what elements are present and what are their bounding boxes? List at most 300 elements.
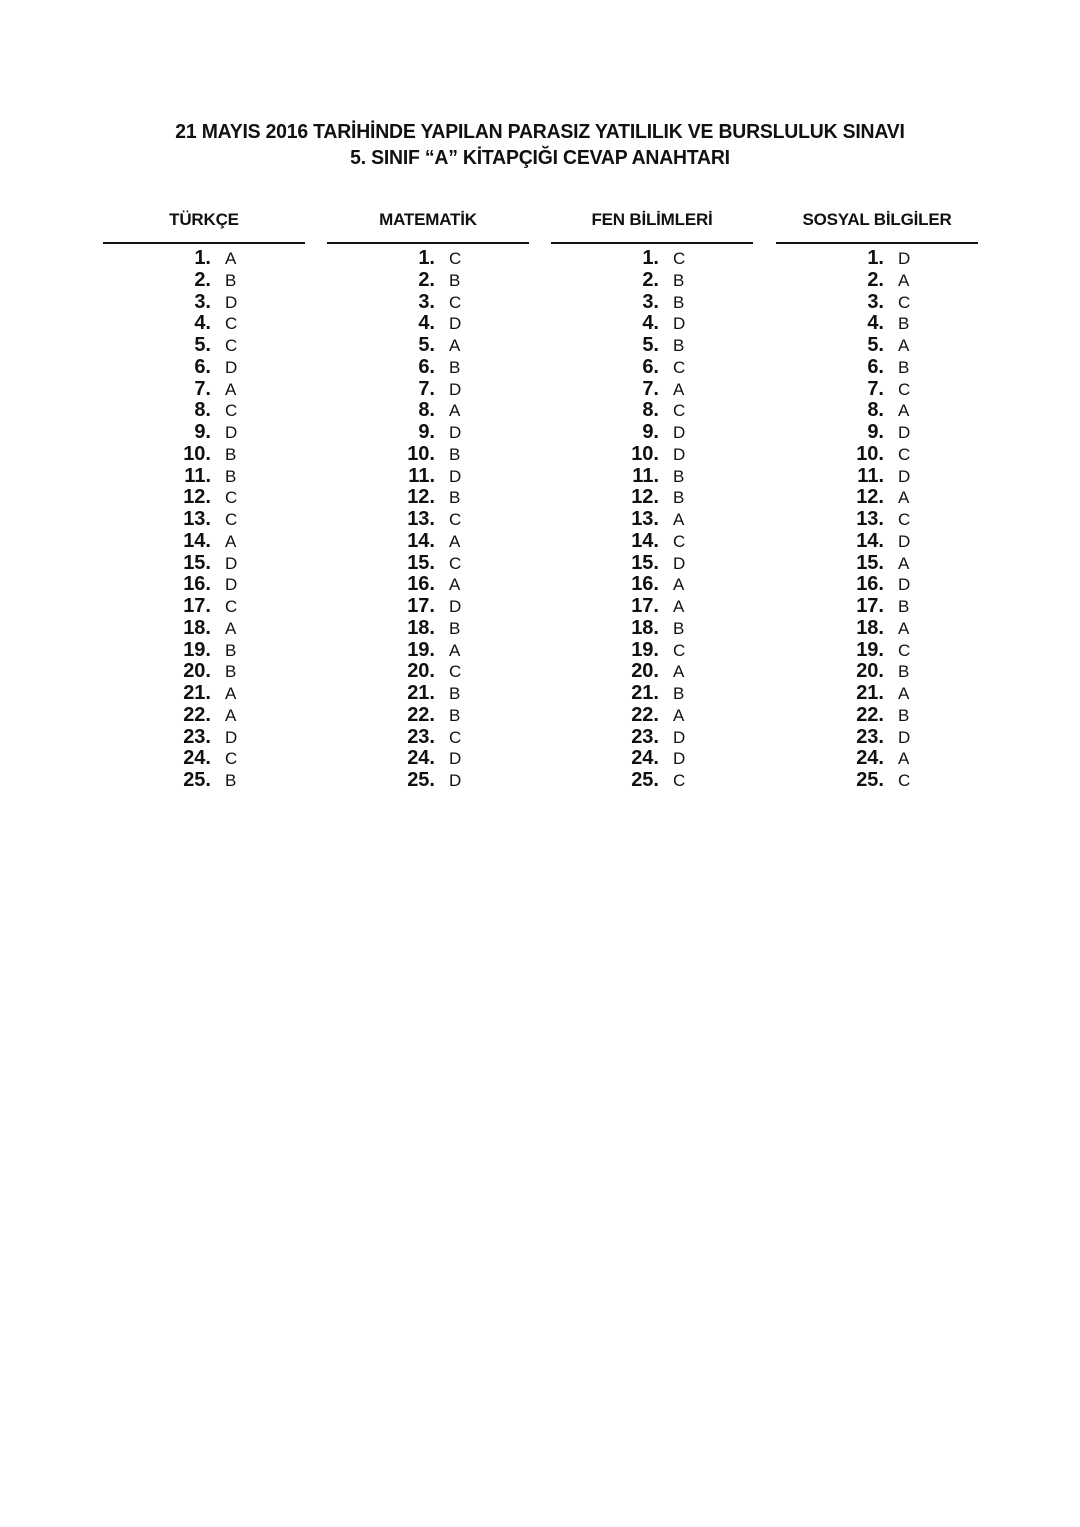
answer-row xyxy=(776,531,978,553)
column-header: SOSYAL BİLGİLER xyxy=(802,210,952,229)
question-number: 4. xyxy=(194,312,211,335)
answer-letter: A xyxy=(449,575,461,595)
question-number: 13. xyxy=(183,508,211,530)
question-number: 22. xyxy=(407,703,435,726)
answer-row xyxy=(776,618,978,640)
answer-row xyxy=(327,770,529,792)
answer-row xyxy=(776,640,978,662)
question-number: 6. xyxy=(867,355,884,378)
question-number: 23. xyxy=(407,725,435,748)
answer-row xyxy=(776,400,978,422)
answer-letter: B xyxy=(225,662,237,682)
question-number: 3. xyxy=(642,290,659,313)
answer-row xyxy=(551,553,753,575)
answer-letter: A xyxy=(225,379,237,399)
question-number: 4. xyxy=(867,312,884,335)
answer-row xyxy=(551,379,753,401)
answer-letter: D xyxy=(449,379,462,399)
question-number: 11. xyxy=(632,464,659,487)
answer-letter: B xyxy=(225,444,237,464)
answer-letter: C xyxy=(225,597,238,616)
answer-letter: A xyxy=(449,336,461,355)
answer-letter: D xyxy=(225,357,238,377)
question-number: 13. xyxy=(407,508,435,530)
answer-row xyxy=(103,357,305,379)
answer-row xyxy=(551,487,753,509)
column-turkce xyxy=(103,208,305,792)
answer-letter: A xyxy=(898,270,910,290)
question-number: 23. xyxy=(856,725,884,748)
question-number: 12. xyxy=(183,486,211,509)
answer-letter: D xyxy=(225,575,238,595)
answer-row xyxy=(103,574,305,596)
answer-row xyxy=(103,596,305,618)
answer-list xyxy=(103,248,305,792)
question-number: 24. xyxy=(856,747,884,770)
answer-letter: A xyxy=(449,531,461,551)
answer-row xyxy=(327,618,529,640)
header-divider xyxy=(551,242,753,244)
question-number: 13. xyxy=(631,508,659,530)
question-number: 5. xyxy=(642,334,659,356)
answer-row xyxy=(776,727,978,749)
question-number: 8. xyxy=(194,399,211,422)
answer-row xyxy=(551,705,753,727)
question-number: 19. xyxy=(631,638,659,661)
question-number: 20. xyxy=(183,660,211,683)
column-header: MATEMATİK xyxy=(379,210,477,229)
answer-letter: C xyxy=(898,640,911,660)
question-number: 15. xyxy=(183,551,211,574)
question-number: 11. xyxy=(184,464,211,487)
answer-row xyxy=(327,531,529,553)
answer-letter: B xyxy=(673,466,685,486)
answer-letter: C xyxy=(225,314,238,334)
question-number: 18. xyxy=(856,616,884,639)
header-divider xyxy=(327,242,529,244)
answer-letter: B xyxy=(449,684,461,703)
question-number: 2. xyxy=(194,268,211,291)
answer-row xyxy=(103,248,305,270)
question-number: 2. xyxy=(418,268,435,291)
answer-row xyxy=(327,748,529,770)
answer-row xyxy=(327,553,529,575)
answer-letter: B xyxy=(898,597,910,616)
answer-row xyxy=(776,596,978,618)
answer-row xyxy=(551,531,753,553)
question-number: 10. xyxy=(407,442,435,465)
answer-letter: A xyxy=(673,705,685,725)
answer-row xyxy=(103,422,305,444)
answer-row xyxy=(551,292,753,314)
answer-letter: C xyxy=(673,249,686,268)
answer-letter: C xyxy=(898,444,911,464)
column-header: FEN BİLİMLERİ xyxy=(591,210,713,229)
column-fen-bilimleri xyxy=(551,208,753,792)
answer-row xyxy=(776,487,978,509)
question-number: 22. xyxy=(856,703,884,726)
answer-letter: A xyxy=(449,401,461,421)
answer-letter: B xyxy=(673,488,685,508)
question-number: 5. xyxy=(418,334,435,356)
answer-letter: D xyxy=(225,292,238,312)
answer-row xyxy=(776,574,978,596)
answer-row xyxy=(327,313,529,335)
answer-row xyxy=(327,661,529,683)
question-number: 19. xyxy=(183,638,211,661)
answer-letter: D xyxy=(673,727,686,747)
answer-row xyxy=(327,270,529,292)
answer-row xyxy=(327,727,529,749)
answer-letter: B xyxy=(449,270,461,290)
answer-letter: A xyxy=(225,531,237,551)
answer-letter: A xyxy=(898,553,910,573)
answer-letter: D xyxy=(673,314,686,334)
answer-row xyxy=(103,487,305,509)
answer-row xyxy=(776,661,978,683)
answer-letter: D xyxy=(449,597,462,616)
question-number: 7. xyxy=(867,377,884,400)
question-number: 13. xyxy=(856,508,884,530)
answer-letter: C xyxy=(898,510,911,529)
question-number: 21. xyxy=(183,682,211,704)
answer-row xyxy=(551,248,753,270)
answer-row xyxy=(776,379,978,401)
question-number: 14. xyxy=(631,529,659,552)
answer-row xyxy=(103,640,305,662)
question-number: 3. xyxy=(194,290,211,313)
question-number: 14. xyxy=(183,529,211,552)
answer-letter: B xyxy=(673,292,685,312)
answer-row xyxy=(327,292,529,314)
answer-letter: A xyxy=(898,336,910,355)
answer-letter: C xyxy=(225,488,238,508)
question-number: 2. xyxy=(867,268,884,291)
answer-row xyxy=(551,770,753,792)
question-number: 6. xyxy=(642,355,659,378)
question-number: 24. xyxy=(407,747,435,770)
question-number: 17. xyxy=(183,595,211,617)
answer-row xyxy=(327,509,529,531)
answer-row xyxy=(103,400,305,422)
question-number: 12. xyxy=(856,486,884,509)
answer-letter: C xyxy=(449,553,462,573)
answer-row xyxy=(327,466,529,488)
answer-letter: A xyxy=(673,597,685,616)
answer-letter: D xyxy=(449,466,462,486)
answer-letter: D xyxy=(225,727,238,747)
answer-list xyxy=(551,248,753,792)
answer-letter: D xyxy=(898,531,911,551)
question-number: 14. xyxy=(407,529,435,552)
question-number: 8. xyxy=(867,399,884,422)
question-number: 21. xyxy=(856,682,884,704)
answer-row xyxy=(103,444,305,466)
answer-letter: A xyxy=(673,575,685,595)
answer-row xyxy=(551,444,753,466)
question-number: 21. xyxy=(631,682,659,704)
answer-row xyxy=(551,683,753,705)
answer-letter: B xyxy=(449,444,461,464)
header-divider xyxy=(776,242,978,244)
answer-row xyxy=(327,357,529,379)
question-number: 19. xyxy=(407,638,435,661)
answer-row xyxy=(551,422,753,444)
answer-letter: D xyxy=(673,423,686,442)
answer-row xyxy=(551,748,753,770)
answer-row xyxy=(327,640,529,662)
answer-row xyxy=(103,335,305,357)
answer-row xyxy=(551,509,753,531)
answer-row xyxy=(327,379,529,401)
question-number: 23. xyxy=(631,725,659,748)
question-number: 1. xyxy=(418,247,435,269)
answer-letter: D xyxy=(673,444,686,464)
answer-letter: C xyxy=(449,292,462,312)
answer-row xyxy=(551,335,753,357)
answer-letter: C xyxy=(673,771,686,790)
question-number: 15. xyxy=(631,551,659,574)
answer-row xyxy=(776,770,978,792)
answer-letter: B xyxy=(673,270,685,290)
question-number: 4. xyxy=(418,312,435,335)
answer-row xyxy=(551,618,753,640)
question-number: 25. xyxy=(631,769,659,791)
answer-row xyxy=(776,509,978,531)
question-number: 18. xyxy=(183,616,211,639)
question-number: 18. xyxy=(631,616,659,639)
answer-letter: A xyxy=(225,705,237,725)
answer-row xyxy=(551,661,753,683)
answer-row xyxy=(327,487,529,509)
answer-letter: D xyxy=(449,314,462,334)
question-number: 1. xyxy=(642,247,659,269)
question-number: 10. xyxy=(856,442,884,465)
answer-row xyxy=(327,705,529,727)
question-number: 1. xyxy=(194,247,211,269)
document-title: 21 MAYIS 2016 TARİHİNDE YAPILAN PARASIZ YATILILIK VE BURSLULUK SINAVI xyxy=(175,121,905,143)
question-number: 16. xyxy=(183,573,211,596)
answer-row xyxy=(551,574,753,596)
question-number: 8. xyxy=(418,399,435,422)
question-number: 24. xyxy=(631,747,659,770)
question-number: 9. xyxy=(418,421,435,443)
answer-row xyxy=(776,705,978,727)
question-number: 9. xyxy=(642,421,659,443)
answer-letter: B xyxy=(449,705,461,725)
answer-row xyxy=(103,727,305,749)
answer-letter: C xyxy=(225,336,238,355)
answer-row xyxy=(776,748,978,770)
answer-row xyxy=(776,292,978,314)
answer-letter: D xyxy=(898,466,911,486)
answer-row xyxy=(103,553,305,575)
question-number: 23. xyxy=(183,725,211,748)
question-number: 14. xyxy=(856,529,884,552)
answer-row xyxy=(327,574,529,596)
answer-row xyxy=(776,466,978,488)
question-number: 19. xyxy=(856,638,884,661)
answer-row xyxy=(327,335,529,357)
answer-letter: C xyxy=(449,510,462,529)
answer-letter: B xyxy=(898,662,910,682)
answer-row xyxy=(103,509,305,531)
answer-letter: C xyxy=(225,749,238,769)
answer-row xyxy=(776,422,978,444)
answer-letter: B xyxy=(898,314,910,334)
answer-letter: D xyxy=(449,771,462,790)
answer-row xyxy=(551,270,753,292)
answer-row xyxy=(103,466,305,488)
answer-letter: B xyxy=(449,488,461,508)
answer-letter: C xyxy=(225,510,238,529)
answer-letter: B xyxy=(449,357,461,377)
answer-letter: C xyxy=(449,727,462,747)
question-number: 12. xyxy=(631,486,659,509)
question-number: 17. xyxy=(631,595,659,617)
answer-row xyxy=(327,596,529,618)
answer-letter: C xyxy=(673,640,686,660)
question-number: 22. xyxy=(183,703,211,726)
document-subtitle: 5. SINIF “A” KİTAPÇIĞI CEVAP ANAHTARI xyxy=(350,147,730,169)
answer-row xyxy=(327,444,529,466)
question-number: 17. xyxy=(856,595,884,617)
question-number: 7. xyxy=(418,377,435,400)
answer-row xyxy=(103,270,305,292)
question-number: 9. xyxy=(867,421,884,443)
question-number: 25. xyxy=(407,769,435,791)
answer-list xyxy=(776,248,978,792)
answer-letter: C xyxy=(673,401,686,421)
answer-letter: C xyxy=(898,292,911,312)
answer-letter: C xyxy=(673,357,686,377)
question-number: 25. xyxy=(183,769,211,791)
answer-letter: A xyxy=(673,510,685,529)
answer-letter: C xyxy=(449,249,462,268)
question-number: 3. xyxy=(867,290,884,313)
answer-row xyxy=(103,379,305,401)
column-matematik xyxy=(327,208,529,792)
answer-letter: D xyxy=(898,575,911,595)
question-number: 6. xyxy=(418,355,435,378)
answer-letter: A xyxy=(449,640,461,660)
answer-row xyxy=(551,640,753,662)
answer-list xyxy=(327,248,529,792)
answer-row xyxy=(103,313,305,335)
answer-letter: A xyxy=(898,618,910,638)
answer-row xyxy=(103,770,305,792)
answer-row xyxy=(103,531,305,553)
question-number: 12. xyxy=(407,486,435,509)
answer-letter: D xyxy=(673,553,686,573)
answer-letter: D xyxy=(449,423,462,442)
answer-row xyxy=(776,444,978,466)
question-number: 11. xyxy=(408,464,435,487)
answer-letter: D xyxy=(225,553,238,573)
answer-letter: B xyxy=(225,466,237,486)
answer-row xyxy=(551,400,753,422)
question-number: 22. xyxy=(631,703,659,726)
question-number: 20. xyxy=(856,660,884,683)
question-number: 21. xyxy=(407,682,435,704)
answer-row xyxy=(327,248,529,270)
question-number: 1. xyxy=(867,247,884,269)
answer-row xyxy=(776,313,978,335)
question-number: 9. xyxy=(194,421,211,443)
question-number: 10. xyxy=(183,442,211,465)
answer-row xyxy=(776,357,978,379)
answer-letter: D xyxy=(898,249,911,268)
answer-row xyxy=(776,270,978,292)
answer-letter: B xyxy=(673,684,685,703)
answer-letter: D xyxy=(225,423,238,442)
answer-row xyxy=(103,292,305,314)
question-number: 16. xyxy=(631,573,659,596)
answer-letter: D xyxy=(898,423,911,442)
answer-row xyxy=(776,248,978,270)
answer-row xyxy=(551,466,753,488)
question-number: 24. xyxy=(183,747,211,770)
answer-letter: A xyxy=(898,401,910,421)
answer-letter: B xyxy=(449,618,461,638)
answer-letter: A xyxy=(898,684,910,703)
question-number: 7. xyxy=(194,377,211,400)
answer-letter: B xyxy=(225,771,237,790)
question-number: 6. xyxy=(194,355,211,378)
answer-row xyxy=(327,683,529,705)
answer-row xyxy=(776,553,978,575)
column-sosyal-bilgiler xyxy=(776,208,978,792)
question-number: 16. xyxy=(856,573,884,596)
answer-row xyxy=(551,357,753,379)
question-number: 10. xyxy=(631,442,659,465)
answer-letter: D xyxy=(673,749,686,769)
question-number: 15. xyxy=(856,551,884,574)
answer-letter: A xyxy=(673,379,685,399)
question-number: 4. xyxy=(642,312,659,335)
question-number: 7. xyxy=(642,377,659,400)
question-number: 3. xyxy=(418,290,435,313)
answer-row xyxy=(551,596,753,618)
question-number: 20. xyxy=(631,660,659,683)
question-number: 18. xyxy=(407,616,435,639)
question-number: 8. xyxy=(642,399,659,422)
answer-letter: A xyxy=(225,684,237,703)
answer-letter: A xyxy=(225,618,237,638)
question-number: 5. xyxy=(194,334,211,356)
answer-row xyxy=(327,422,529,444)
question-number: 16. xyxy=(407,573,435,596)
question-number: 15. xyxy=(407,551,435,574)
answer-letter: C xyxy=(225,401,238,421)
question-number: 20. xyxy=(407,660,435,683)
answer-letter: C xyxy=(898,379,911,399)
answer-letter: C xyxy=(449,662,462,682)
answer-letter: C xyxy=(898,771,911,790)
answer-row xyxy=(551,313,753,335)
answer-letter: A xyxy=(898,488,910,508)
answer-letter: A xyxy=(898,749,910,769)
answer-letter: D xyxy=(449,749,462,769)
answer-letter: C xyxy=(673,531,686,551)
column-header: TÜRKÇE xyxy=(169,210,239,229)
answer-letter: D xyxy=(898,727,911,747)
answer-row xyxy=(103,661,305,683)
answer-letter: B xyxy=(673,618,685,638)
answer-row xyxy=(776,683,978,705)
answer-row xyxy=(103,618,305,640)
answer-row xyxy=(327,400,529,422)
